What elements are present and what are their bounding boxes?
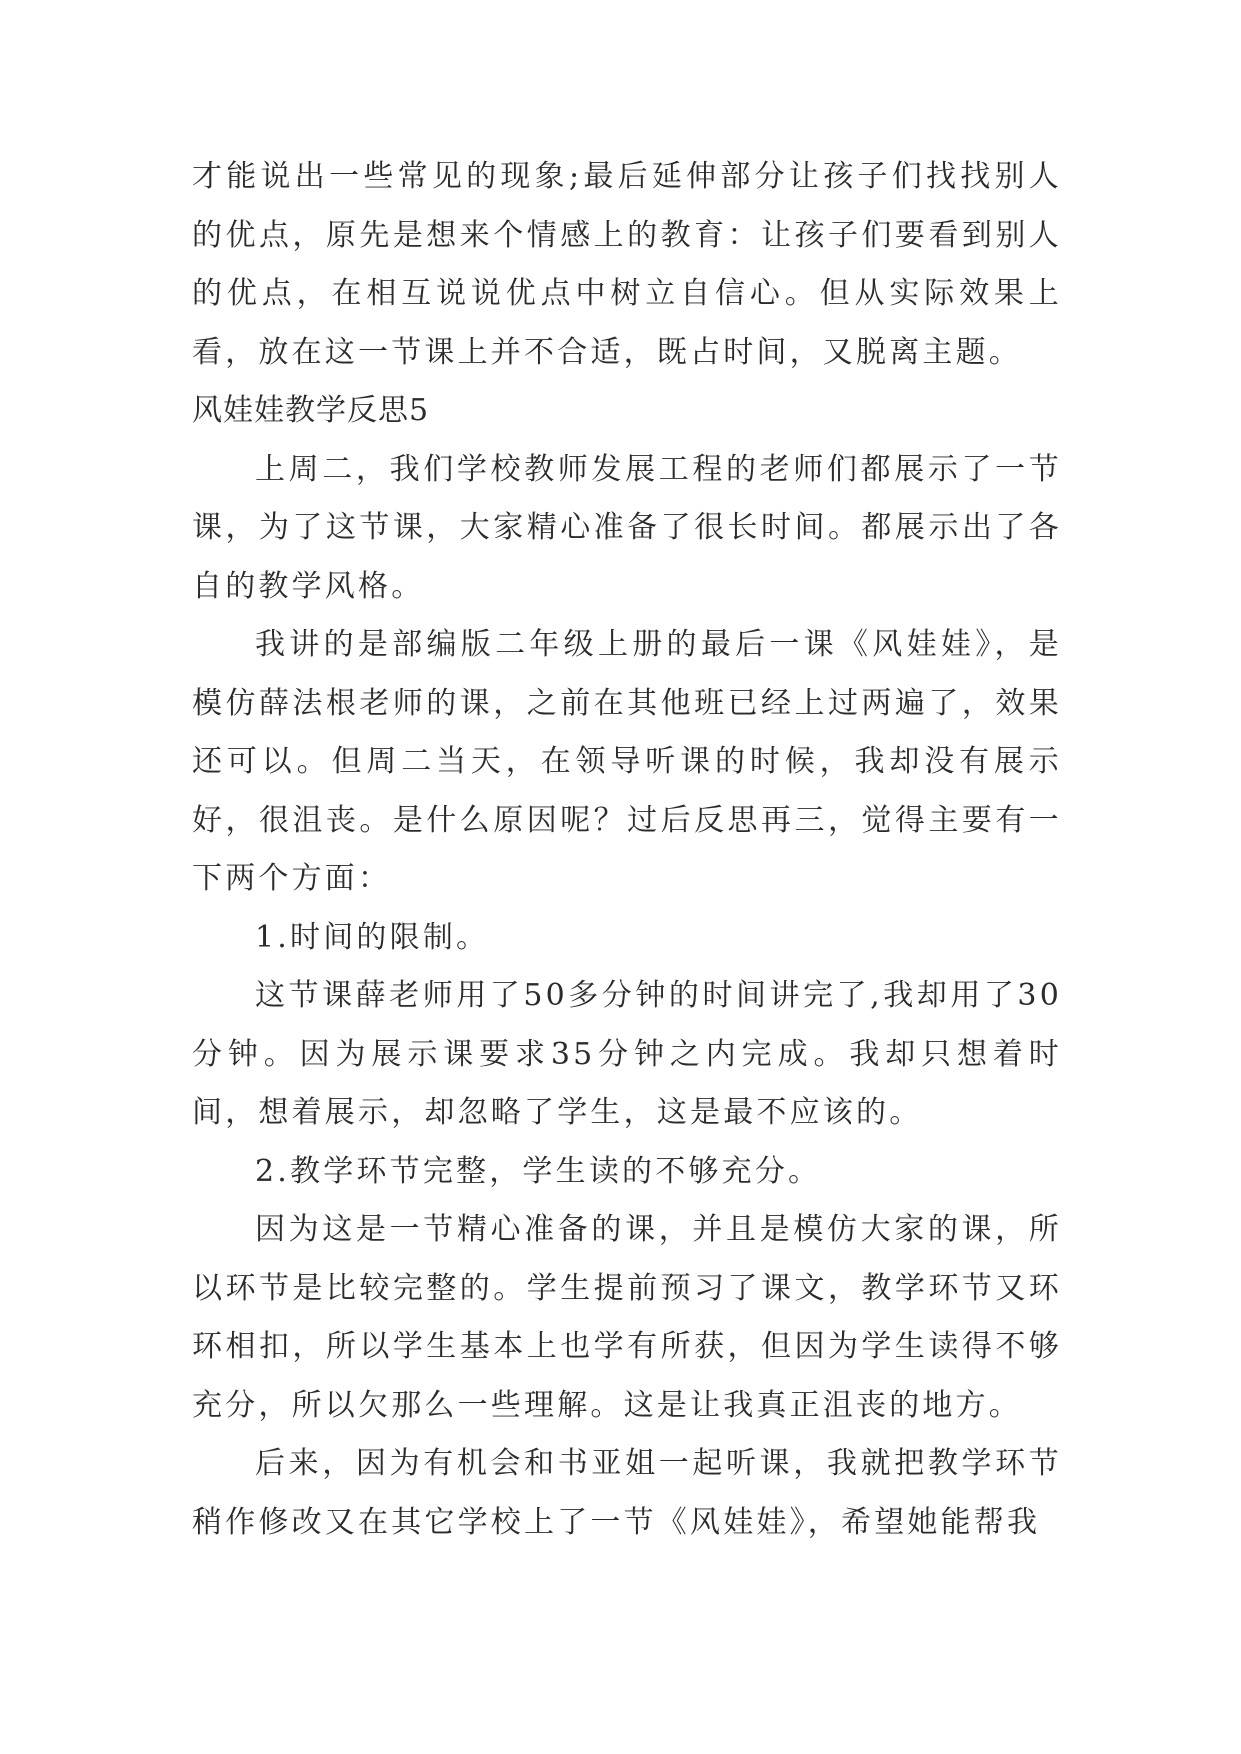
document-body bbox=[192, 148, 1062, 1552]
paragraph-intro: 上周二，我们学校教师发展工程的老师们都展示了一节课，为了这节课，大家精心准备了很长时间。都展示出了各自的教学风格。 bbox=[192, 451, 1062, 604]
list-item-2: 2.教学环节完整，学生读的不够充分。 bbox=[255, 1153, 822, 1189]
paragraph-later: 后来，因为有机会和书亚姐一起听课，我就把教学环节稍作修改又在其它学校上了一节《风娃娃》，希望她能帮我 bbox=[192, 1446, 1062, 1540]
paragraph-time: 这节课薛老师用了50多分钟的时间讲完了,我却用了30分钟。因为展示课要求35分钟之内完成。我却只想着时间，想着展示，却忽略了学生，这是最不应该的。 bbox=[192, 978, 1062, 1130]
paragraph-continuation: 才能说出一些常见的现象;最后延伸部分让孩子们找找别人的优点，原先是想来个情感上的教育：让孩子们要看到别人的优点，在相互说说优点中树立自信心。但从实际效果上看，放在这一节课上并不合适，既占时间，又脱离主题。 bbox=[192, 159, 1062, 370]
paragraph-lesson: 我讲的是部编版二年级上册的最后一课《风娃娃》，是模仿薛法根老师的课，之前在其他班已经上过两遍了，效果还可以。但周二当天，在领导听课的时候，我却没有展示好，很沮丧。是什么原因呢？过后反思再三，觉得主要有一下两个方面： bbox=[192, 627, 1062, 896]
paragraph-reading: 因为这是一节精心准备的课，并且是模仿大家的课，所以环节是比较完整的。学生提前预习了课文，教学环节又环环相扣，所以学生基本上也学有所获，但因为学生读得不够充分，所以欠那么一些理解。这是让我真正沮丧的地方。 bbox=[192, 1212, 1062, 1423]
list-item-1: 1.时间的限制。 bbox=[255, 919, 490, 955]
section-heading: 风娃娃教学反思5 bbox=[192, 393, 430, 428]
